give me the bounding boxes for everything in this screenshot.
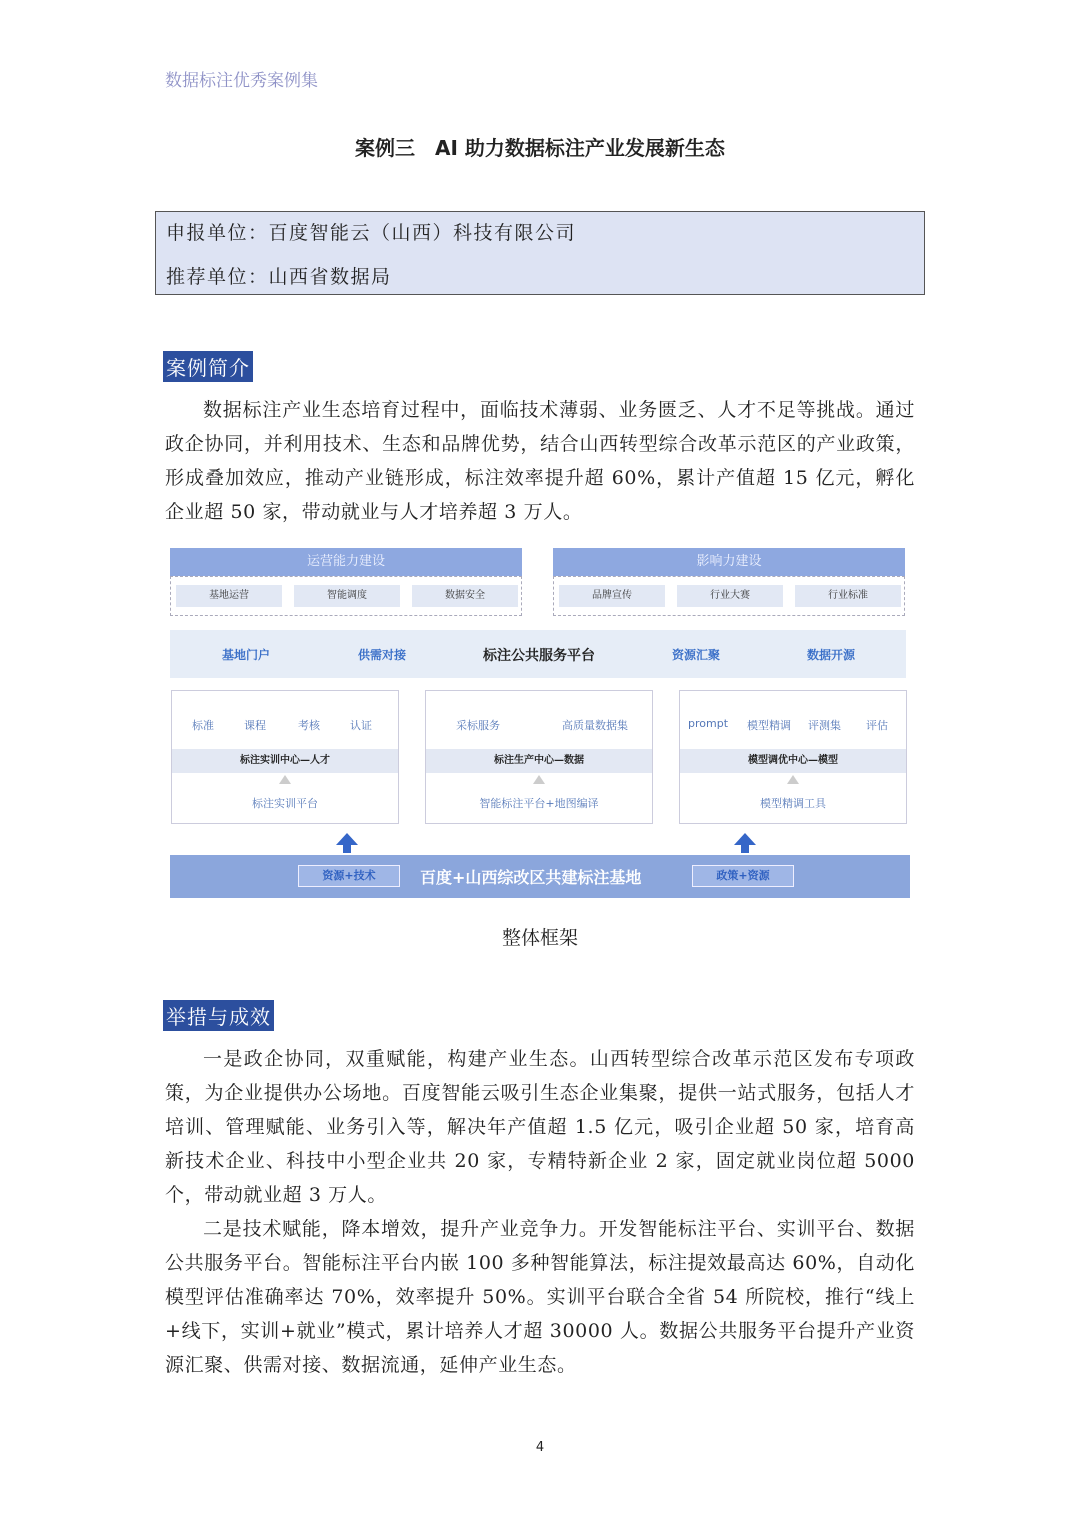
recommender: 推荐单位：山西省数据局	[166, 266, 392, 288]
col-item: 评测集	[808, 719, 841, 732]
col-base: 标注实训平台	[252, 797, 318, 810]
base-center: 百度+山西综改区共建标注基地	[420, 868, 642, 887]
base-bar	[170, 855, 910, 898]
col-item: 高质量数据集	[562, 719, 628, 732]
platform-item: 数据开源	[807, 648, 856, 662]
info-box	[155, 211, 925, 295]
platform-item: 基地门户	[222, 648, 271, 662]
applicant: 申报单位：百度智能云（山西）科技有限公司	[166, 222, 577, 244]
col-item: prompt	[688, 717, 729, 730]
platform-center: 标注公共服务平台	[483, 648, 595, 664]
influence-item: 行业标准	[795, 585, 901, 607]
influence-item: 行业大赛	[677, 585, 783, 607]
page-number: 4	[535, 1440, 545, 1455]
col-item: 认证	[350, 719, 372, 732]
figure-caption: 整体框架	[501, 927, 578, 949]
section-heading-intro: 案例简介	[163, 351, 253, 382]
arrow-stem	[741, 845, 749, 853]
base-left-tag: 资源+技术	[298, 865, 400, 887]
ops-title: 运营能力建设	[170, 548, 522, 576]
col-item: 采标服务	[456, 719, 500, 732]
col-item: 模型精调	[747, 719, 791, 732]
base-right-tag: 政策+资源	[692, 865, 794, 887]
arrow-up-icon	[787, 775, 799, 784]
influence-block	[553, 548, 905, 616]
arrow-up-icon	[279, 775, 291, 784]
running-header: 数据标注优秀案例集	[165, 71, 318, 91]
platform-item: 资源汇聚	[672, 648, 721, 662]
influence-item: 品牌宣传	[559, 585, 665, 607]
col-item: 课程	[244, 719, 266, 732]
data-column	[425, 690, 653, 824]
arrow-up-icon	[533, 775, 545, 784]
col-center: 模型调优中心—模型	[680, 749, 906, 773]
ops-item: 智能调度	[294, 585, 400, 607]
talent-column	[171, 690, 399, 824]
arrow-stem	[343, 845, 351, 853]
intro-paragraph: 数据标注产业生态培育过程中，面临技术薄弱、业务匮乏、人才不足等挑战。通过政企协同，并利用技术、生态和品牌优势，结合山西转型综合改革示范区的产业政策，形成叠加效应，推动产业链形成，标注效率提升超 60%，累计产值超 15 亿元，孵化企业超 50 家，带动就业与人才培养超 3 万人。	[165, 399, 915, 523]
col-center: 标注生产中心—数据	[426, 749, 652, 773]
ops-block	[170, 548, 522, 616]
model-column	[679, 690, 907, 824]
col-item: 标准	[192, 719, 214, 732]
col-base: 模型精调工具	[760, 797, 826, 810]
col-center: 标注实训中心—人才	[172, 749, 398, 773]
section-heading-measures: 举措与成效	[163, 1000, 274, 1031]
influence-title: 影响力建设	[553, 548, 905, 576]
platform-item: 供需对接	[358, 648, 407, 662]
measures-paragraph: 二是技术赋能，降本增效，提升产业竞争力。开发智能标注平台、实训平台、数据公共服务平台。智能标注平台内嵌 100 多种智能算法，标注提效最高达 60%，自动化模型评估准确率达 70%，效率提升 50%。实训平台联合全省 54 所院校，推行“线上+线下，实训+就业”模式，累计培养人才超 30000 人。数据公共服务平台提升产业资源汇聚、供需对接、数据流通，延伸产业生态。	[165, 1218, 915, 1376]
col-base: 智能标注平台+地图编译	[479, 797, 599, 810]
arrow-up-icon	[336, 833, 358, 845]
col-item: 评估	[866, 719, 888, 732]
col-item: 考核	[298, 719, 320, 732]
ops-item: 数据安全	[412, 585, 518, 607]
arrow-up-icon	[734, 833, 756, 845]
case-title: 案例三 AI 助力数据标注产业发展新生态	[355, 136, 725, 160]
platform-bar	[170, 630, 906, 678]
measures-paragraph: 一是政企协同，双重赋能，构建产业生态。山西转型综合改革示范区发布专项政策，为企业提供办公场地。百度智能云吸引生态企业集聚，提供一站式服务，包括人才培训、管理赋能、业务引入等，解决年产值超 1.5 亿元，吸引企业超 50 家，培育高新技术企业、科技中小型企业共 20 家，专精特新企业 2 家，固定就业岗位超 5000 个，带动就业超 3 万人。	[165, 1048, 915, 1206]
ops-item: 基地运营	[176, 585, 282, 607]
